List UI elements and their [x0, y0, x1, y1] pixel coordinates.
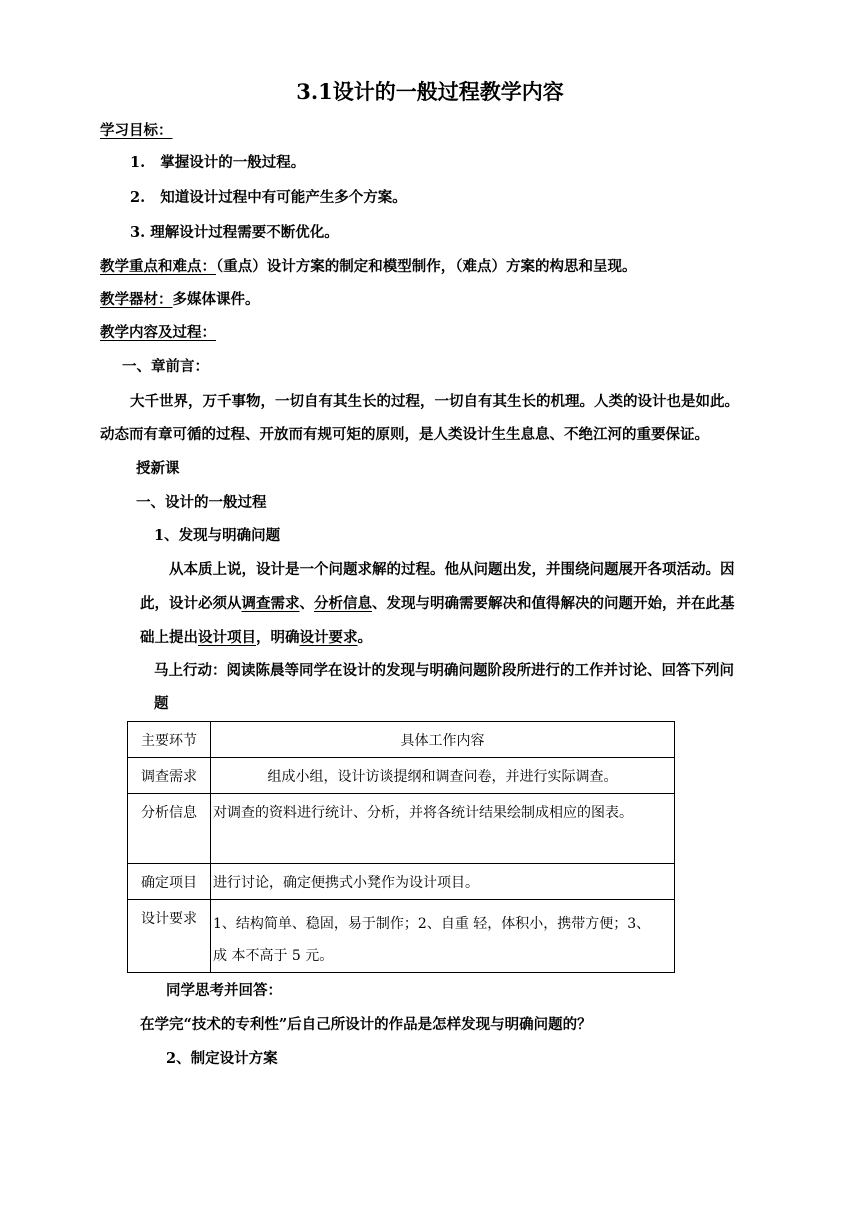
stage-cell: 设计要求: [128, 900, 211, 973]
chapter-intro-heading: 一、章前言：: [122, 358, 209, 375]
content-line: 成 本不高于 5 元。: [213, 948, 334, 964]
content-cell: [211, 900, 675, 973]
content-cell: 进行讨论，确定便携式小凳作为设计项目。: [211, 864, 675, 900]
document-title: 3.1设计的一般过程教学内容: [296, 79, 564, 104]
text-run: ，明确: [256, 629, 300, 646]
objective-item-1: [130, 152, 305, 174]
content-cell: 组成小组，设计访谈提纲和调查问卷，并进行实际调查。: [211, 758, 675, 794]
underlined-term: 调查需求: [241, 595, 300, 612]
objective-number: 1.: [130, 154, 146, 171]
table-header-row: [128, 722, 675, 758]
key-points-line: [100, 256, 637, 278]
action-line-2: 题: [154, 695, 169, 712]
objective-number: 2.: [130, 189, 146, 206]
content-cell: 对调查的资料进行统计、分析，并将各统计结果绘制成相应的图表。: [211, 794, 675, 864]
objective-text: 知道设计过程中有可能产生多个方案。: [160, 189, 407, 206]
content-line: 1、结构简单、稳固，易于制作；2、自重 轻，体积小，携带方便；3、: [213, 916, 651, 932]
objectives-heading: 学习目标：: [100, 122, 173, 139]
underlined-term: 设计要求: [299, 629, 358, 646]
objective-item-3: [130, 222, 339, 244]
objective-text: 理解设计过程需要不断优化。: [150, 224, 339, 241]
intro-paragraph-line-1: 大千世界，万千事物，一切自有其生长的过程，一切自有其生长的机理。人类的设计也是如此。: [130, 393, 739, 410]
paragraph-1-line-2: [140, 593, 735, 615]
table-row: [128, 794, 675, 864]
objective-number: 3.: [130, 224, 146, 241]
text-run: 此，设计必须从: [140, 595, 242, 612]
action-line-1: 马上行动：阅读陈晨等同学在设计的发现与明确问题阶段所进行的工作并讨论、回答下列问: [154, 662, 734, 679]
stage-cell: 分析信息: [128, 794, 211, 864]
text-run: 础上提出: [140, 629, 198, 646]
work-content-table: [127, 721, 675, 973]
header-cell-stage: 主要环节: [128, 722, 211, 758]
table-row: [128, 900, 675, 973]
underlined-term: 分析信息: [314, 595, 372, 612]
subsection-2-heading: 2、制定设计方案: [166, 1050, 278, 1067]
text-run: 、: [299, 595, 314, 612]
header-cell-content: 具体工作内容: [211, 722, 675, 758]
materials-label: 教学器材：: [100, 291, 173, 308]
section-1-heading: 一、设计的一般过程: [136, 494, 267, 511]
stage-cell: 调查需求: [128, 758, 211, 794]
objective-item-2: [130, 187, 407, 209]
text-run: 、发现与明确需要解决和值得解决的问题开始，并在此基: [372, 595, 735, 612]
key-points-label: 教学重点和难点：: [100, 258, 216, 275]
paragraph-1-line-1: 从本质上说，设计是一个问题求解的过程。他从问题出发，并围绕问题展开各项活动。因: [169, 561, 735, 578]
table-row: [128, 864, 675, 900]
underlined-term: 设计项目: [198, 629, 256, 646]
materials-text: 多媒体课件。: [172, 291, 260, 308]
paragraph-1-line-3: [140, 627, 372, 649]
think-label: 同学思考并回答：: [166, 982, 282, 999]
process-heading: 教学内容及过程：: [100, 324, 216, 341]
intro-paragraph-line-2: 动态而有章可循的过程、开放而有规可矩的原则，是人类设计生生息息、不绝江河的重要保证。: [100, 426, 709, 443]
materials-line: [100, 289, 260, 311]
objective-text: 掌握设计的一般过程。: [160, 154, 306, 171]
table-row: [128, 758, 675, 794]
stage-cell: 确定项目: [128, 864, 211, 900]
question-text: 在学完“技术的专利性”后自己所设计的作品是怎样发现与明确问题的？: [140, 1016, 592, 1033]
key-points-text: （重点）设计方案的制定和模型制作，（难点）方案的构思和呈现。: [216, 258, 637, 275]
subsection-1-heading: 1、发现与明确问题: [154, 527, 281, 544]
text-run: 。: [357, 629, 372, 646]
new-lesson-heading: 授新课: [136, 460, 180, 477]
